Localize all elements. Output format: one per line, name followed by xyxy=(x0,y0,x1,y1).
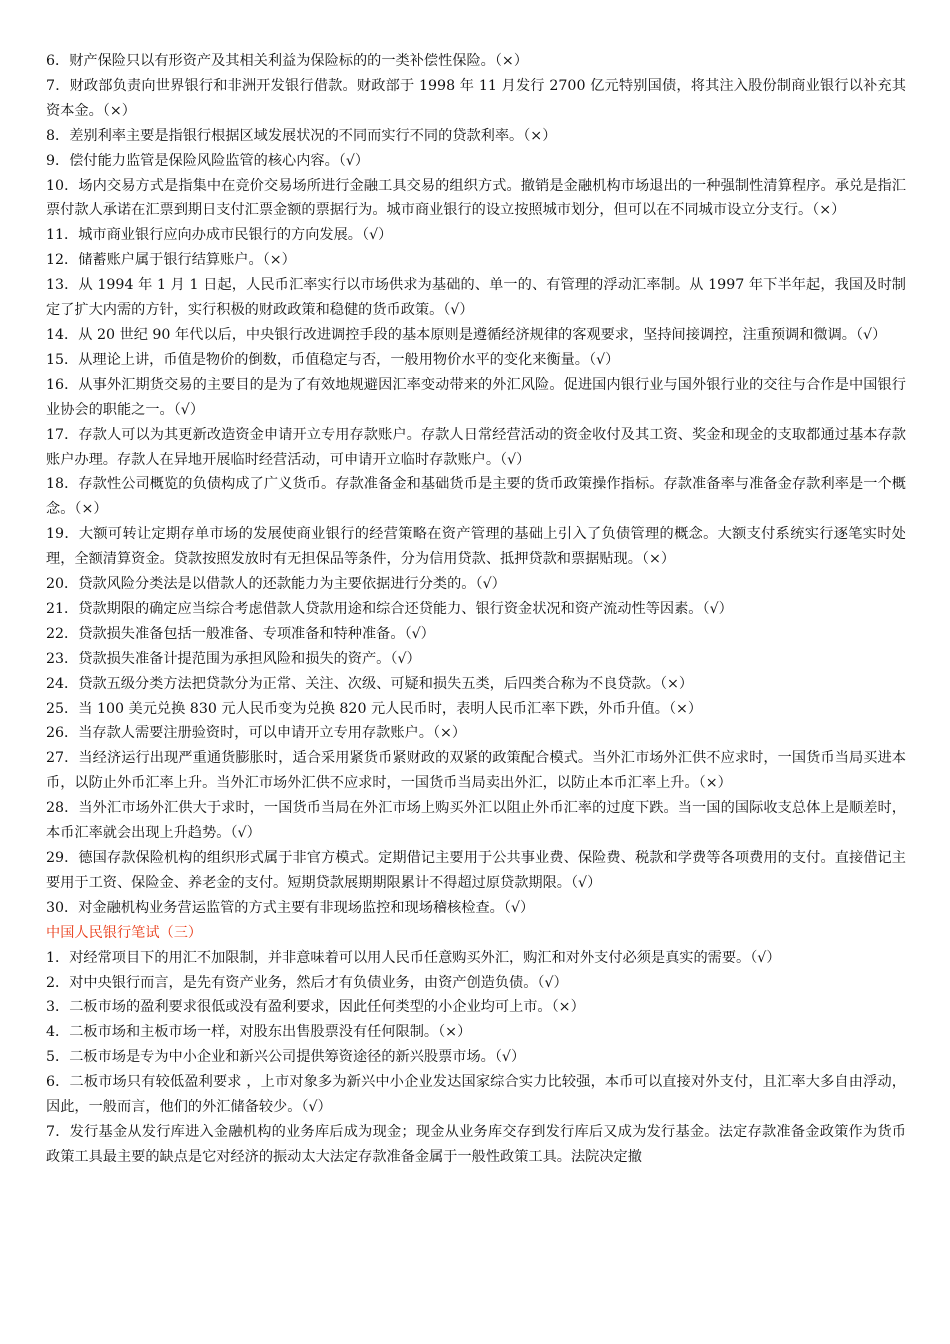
list-item: 14．从 20 世纪 90 年代以后，中央银行改进调控手段的基本原则是遵循经济规律的客观要求，坚持间接调控，注重预调和微调。（√） xyxy=(46,326,887,343)
list-item: 20．贷款风险分类法是以借款人的还款能力为主要依据进行分类的。（√） xyxy=(46,576,506,593)
list-item: 19．大额可转让定期存单市场的发展使商业银行的经营策略在资产管理的基础上引入了负债管理的概念。大额支付系统实行逐笔实时处理，全额清算资金。贷款按照发放时有无担保品等条件，分为信用贷款、抵押贷款和票据贴现。（×） xyxy=(46,526,906,568)
list-item: 10．场内交易方式是指集中在竞价交易场所进行金融工具交易的组织方式。撤销是金融机构市场退出的一种强制性清算程序。承兑是指汇票付款人承诺在汇票到期日支付汇票金额的票据行为。城市商业银行的设立按照城市划分，但可以在不同城市设立分支行。（×） xyxy=(46,177,906,219)
list-item: 6．财产保险只以有形资产及其相关利益为保险标的的一类补偿性保险。（×） xyxy=(46,53,529,69)
list-item: 23．贷款损失准备计提范围为承担风险和损失的资产。（√） xyxy=(46,650,421,667)
list-item: 22．贷款损失准备包括一般准备、专项准备和特种准备。（√） xyxy=(46,625,435,642)
list-item: 7．财政部负责向世界银行和非洲开发银行借款。财政部于 1998 年 11 月发行 2700 亿元特别国债，将其注入股份制商业银行以补充其资本金。（×） xyxy=(46,77,906,119)
list-item: 9．偿付能力监管是保险风险监管的核心内容。（√） xyxy=(46,152,370,169)
list-item: 17．存款人可以为其更新改造资金申请开立专用存款账户。存款人日常经营活动的资金收付及其工资、奖金和现金的支取都通过基本存款账户办理。存款人在异地开展临时经营活动，可申请开立临时存款账户。（√） xyxy=(46,426,906,468)
list-item: 2．对中央银行而言，是先有资产业务，然后才有负债业务，由资产创造负债。（√） xyxy=(46,974,568,991)
list-item: 5．二板市场是专为中小企业和新兴公司提供筹资途径的新兴股票市场。（√） xyxy=(46,1049,526,1066)
list-item: 11．城市商业银行应向办成市民银行的方向发展。（√） xyxy=(46,227,393,244)
list-item: 6．二板市场只有较低盈利要求 ，上市对象多为新兴中小企业发达国家综合实力比较强，本币可以直接对外支付，且汇率大多自由浮动，因此，一般而言，他们的外汇储备较少。（√） xyxy=(46,1074,906,1116)
list-item: 18．存款性公司概览的负债构成了广义货币。存款准备金和基础货币是主要的货币政策操作指标。存款准备率与准备金存款利率是一个概念。（×） xyxy=(46,476,906,518)
list-item: 13．从 1994 年 1 月 1 日起，人民币汇率实行以市场供求为基础的、单一的、有管理的浮动汇率制。从 1997 年下半年起，我国及时制定了扩大内需的方针，实行积极的财政政策和稳健的货币政策。（√） xyxy=(46,277,906,319)
list-item: 16．从事外汇期货交易的主要目的是为了有效地规避因汇率变动带来的外汇风险。促进国内银行业与国外银行业的交往与合作是中国银行业协会的职能之一。（√） xyxy=(46,376,906,418)
list-item: 4．二板市场和主板市场一样，对股东出售股票没有任何限制。（×） xyxy=(46,1024,472,1041)
list-item: 8．差别利率主要是指银行根据区域发展状况的不同而实行不同的贷款利率。（×） xyxy=(46,127,557,144)
list-item: 25．当 100 美元兑换 830 元人民币变为兑换 820 元人民币时，表明人民币汇率下跌，外币升值。（×） xyxy=(46,700,703,717)
list-item: 12．储蓄账户属于银行结算账户。（×） xyxy=(46,252,296,269)
list-item: 7．发行基金从发行库进入金融机构的业务库后成为现金；现金从业务库交存到发行库后又成为发行基金。法定存款准备金政策作为货币政策工具最主要的缺点是它对经济的振动太大法定存款准备金属于一般性政策工具。法院决定撤 xyxy=(46,1123,906,1165)
list-item: 29．德国存款保险机构的组织形式属于非官方模式。定期借记主要用于公共事业费、保险费、税款和学费等各项费用的支付。直接借记主要用于工资、保险金、养老金的支付。短期贷款展期期限累计不得超过原贷款期限。（√） xyxy=(46,850,906,891)
section-heading: 中国人民银行笔试（三） xyxy=(46,924,203,941)
list-item: 15．从理论上讲，币值是物价的倒数，币值稳定与否，一般用物价水平的变化来衡量。（√） xyxy=(46,351,620,368)
list-item: 1．对经常项目下的用汇不加限制，并非意味着可以用人民币任意购买外汇，购汇和对外支付必须是真实的需要。（√） xyxy=(46,949,781,966)
list-item: 21．贷款期限的确定应当综合考虑借款人贷款用途和综合还贷能力、银行资金状况和资产流动性等因素。（√） xyxy=(46,600,733,617)
list-item: 3．二板市场的盈利要求很低或没有盈利要求，因此任何类型的小企业均可上市。（×） xyxy=(46,999,585,1016)
list-item: 24．贷款五级分类方法把贷款分为正常、关注、次级、可疑和损失五类，后四类合称为不良贷款。（×） xyxy=(46,675,694,692)
list-item: 27．当经济运行出现严重通货膨胀时，适合采用紧货币紧财政的双紧的政策配合模式。当外汇市场外汇供不应求时，一国货币当局买进本币，以防止外币汇率上升。当外汇市场外汇供不应求时，一国货币当局卖出外汇，以防止本币汇率上升。（×） xyxy=(46,750,906,792)
list-item: 30．对金融机构业务营运监管的方式主要有非现场监控和现场稽核检查。（√） xyxy=(46,899,535,916)
list-item: 28．当外汇市场外汇供大于求时，一国货币当局在外汇市场上购买外汇以阻止外币汇率的过度下跌。当一国的国际收支总体上是顺差时，本币汇率就会出现上升趋势。（√） xyxy=(46,800,906,842)
list-item: 26．当存款人需要注册验资时，可以申请开立专用存款账户。（×） xyxy=(46,725,467,742)
